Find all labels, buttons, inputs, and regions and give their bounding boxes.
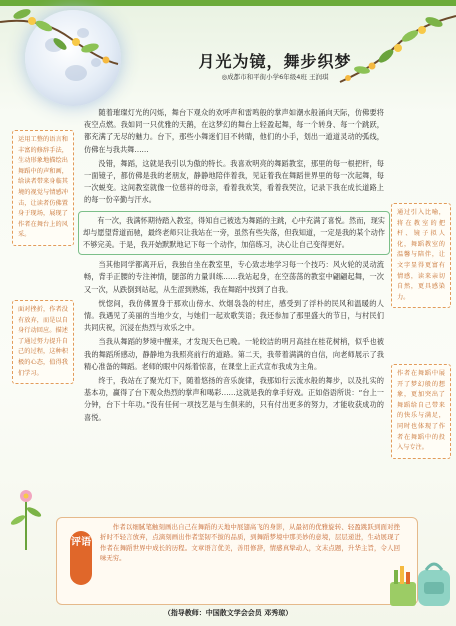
paragraph-2: 没错，舞蹈，这就是我引以为傲的特长。我喜欢明亮的舞蹈教室，那里的每一根把杆，每一面镜子，都仿佛是我的老朋友，静静地陪伴着我，见证着我在舞蹈世界里的每一次起舞，每一次蜕变。这间教室就像一位慈祥的母亲，看着我欢笑，看着我哭泣，记录下我在成长道路上的每一份辛勤与汗水。 xyxy=(84,158,384,205)
annotation-note-3: 面对挫折，作者没有放弃，而是以自身行动回应。描述了通过努力提升自己的过程，这种积极的心态，值得我们学习。 xyxy=(12,300,74,384)
teacher-credit: （指导教师：中国散文学会会员 邓秀琼） xyxy=(163,609,293,617)
flower-branch-left-icon xyxy=(0,4,120,74)
annotation-note-1: 运用工整的语言和丰富的修辞手法，生动形象地描绘出舞蹈中的声和画，给读者带来身临其境的视觉与情感冲击，让读者仿佛置身于现场，展现了作者在舞台上的风采。 xyxy=(12,130,74,246)
article-title: 月光为镜，舞步织梦 xyxy=(198,52,352,71)
paragraph-5: 恍惚间，我仿佛置身于那欢山傍水、炊烟袅袅的村庄，感受到了浮朴的民风和温暖的人情。我遇见了美丽的当地少女，与她们一起欢歌笑语；我还参加了那里盛大的节日，与村民们共同庆祝，沉浸在热烈与欢乐之中。 xyxy=(84,298,384,333)
comment-text: 作者以细腻笔触刻画出自己在舞蹈的天地中展翅高飞的身影，从最初的优雅旋转、轻盈跳跃到面对挫折时不轻言放弃，点滴刻画出作者坚韧不拔的品质，到舞蹈梦境中那美妙的意境，层层递进，生动展现了作者在舞蹈世界中成长的历程。文章语言优美，善用修辞，情感真挚动人，文末点题，升华主旨，令人回味无穷。 xyxy=(100,523,400,563)
annotation-note-2: 通过引入比喻，将在教室的把杆、镜子拟人化，舞蹈教室的温馨与陪伴，让文字显得更富有情感，读来亲切自然，更具感染力。 xyxy=(391,203,451,308)
paragraph-3: 有一次，我满怀期待踏入教室，得知自己被选为舞蹈的主跳，心中充满了喜悦。然而，现实却与愿望背道而驰，最终老师只让我站在一旁，虽然有些失落，但我知道，一定是我的某个动作不够完美。于是，我开始默默地记下每一个动作，加倍练习，决心让自己变得更好。 xyxy=(78,211,390,256)
comment-badge: 评语 xyxy=(70,531,92,585)
paragraph-4: 当其他同学都离开后，我独自坐在教室里，专心致志地学习每一个技巧：风火轮的灵动流畅，背手正腰的专注神情，腿部的力量训练……我站起身，在空荡荡的教室中翩翩起舞，一次又一次，从跌倒到站起，从生涩到熟练，我在舞蹈中找到了自我。 xyxy=(84,260,384,294)
article-byline: ◎成都市和平街小学6年级4班 王润琪 xyxy=(221,73,329,81)
paragraph-6: 当我从舞蹈的梦境中醒来，才发现天色已晚。一轮皎洁的明月高挂在桂花树梢，似乎也被我的舞蹈所感动，静静地为我照亮前行的道路。第二天，我带着满满的自信，向老师展示了我精心准备的舞蹈。老师的眼中闪烁着惊喜，在课堂上正式宣布我成为主角。 xyxy=(84,337,384,371)
annotation-note-4: 作者在舞蹈中展开了梦幻般的想象，更加突出了舞蹈给自己带来的快乐与满足，同时也体现了作者在舞蹈中的投入与专注。 xyxy=(391,364,451,459)
article-body xyxy=(84,107,384,426)
flower-sprig-icon xyxy=(6,480,46,550)
bag-and-books-icon xyxy=(388,548,454,610)
paragraph-7: 终于，我站在了聚光灯下，随着悠扬的音乐旋律，我那如行云流水般的舞步，以及扎实的基本功，赢得了台下观众热烈的掌声和喝彩……这就是我的拿手好戏。正如俗语所说：“台上一分钟，台下十年功。”没有任何一项技艺是与生俱来的，只有付出更多的努力，才能收获成功的喜悦。 xyxy=(84,376,384,422)
paragraph-1: 随着璀璨灯光的闪烁，舞台下观众的欢呼声和雷鸣般的掌声如潮水般涌向天际，仿佛要将夜空点燃。我如同一只优雅的天鹅，在这梦幻的舞台上轻盈起舞，每一个转身、每一个跳跃，都充满了无尽的魅力。台下，那些小舞迷们目不转睛，他们的小手，划出一道道灵动的弧线，仿佛在与我共舞…… xyxy=(84,108,384,154)
